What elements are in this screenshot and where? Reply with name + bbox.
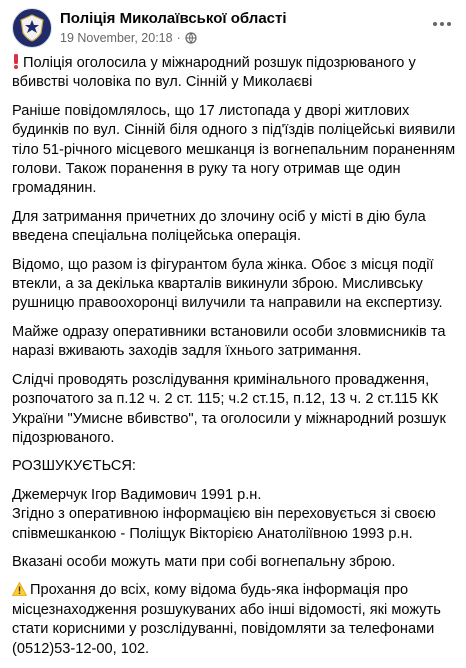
red-exclamation-icon — [12, 54, 20, 69]
page-name-link[interactable]: Поліція Миколаївської області — [60, 10, 287, 27]
post-paragraph: Слідчі проводять розслідування кримінального провадження, розпочатого за п.12 ч. 2 ст. 115; ч.2 ст.15, п.12, 13 ч. 2 ст.115 КК України "Умисне вбивство", та оголосили у міжнародний розшук підозрюваного. — [12, 371, 446, 446]
post-date[interactable]: 19 November, 20:18 — [60, 31, 173, 45]
suspect-name: Джемерчук Ігор Вадимович 1991 р.н. — [12, 486, 262, 503]
post-paragraph: Прохання до всіх, кому відома будь-яка інформація про місцезнаходження розшукуваних або інші відомості, які можуть стати корисними у розслідуванні, повідомляти за телефонами (0512)53-12-00, 102. — [12, 582, 441, 657]
post-header — [12, 8, 454, 52]
wanted-heading: РОЗШУКУЄТЬСЯ: — [12, 458, 136, 475]
post-paragraph: Раніше повідомлялось, що 17 листопада у дворі житлових будинків по вул. Сінній біля одного з під'їздів поліцейські виявили тіло 51-річного місцевого мешканця із вогнепальним пораненням голови. Також поранення в руку та ногу отримав ще один громадянин. — [12, 102, 456, 197]
post-body — [12, 54, 456, 668]
ellipsis-icon — [433, 22, 437, 26]
post-paragraph: Для затримання причетних до злочину осіб у місті в дію була введена спеціальна поліцейська операція. — [12, 208, 426, 245]
warning-triangle-icon — [12, 582, 27, 596]
police-badge-icon — [19, 14, 45, 42]
page-avatar[interactable] — [12, 8, 52, 48]
globe-icon[interactable] — [185, 32, 197, 44]
post-paragraph: Вказані особи можуть мати при собі вогнепальну зброю. — [12, 553, 396, 570]
meta-separator: · — [176, 31, 181, 45]
post-paragraph: Поліція оголосила у міжнародний розшук підозрюваного у вбивстві чоловіка по вул. Сінній у Миколаєві — [12, 55, 416, 91]
post-paragraph: Майже одразу оперативники встановили особи зловмисників та наразі вживають заходів задля їхнього затримання. — [12, 323, 446, 360]
post-paragraph: Згідно з оперативною інформацією він переховується зі своєю співмешканкою - Поліщук Вікторією Анатоліївною 1993 р.н. — [12, 506, 436, 542]
post-paragraph: Відомо, що разом із фігурантом була жінка. Обоє з місця події втекли, а за декілька кварталів викинули зброю. Мисливську рушницю правоохоронці вилучили та направили на експертизу. — [12, 256, 443, 312]
post-meta — [60, 31, 197, 45]
more-options-button[interactable] — [430, 12, 454, 36]
